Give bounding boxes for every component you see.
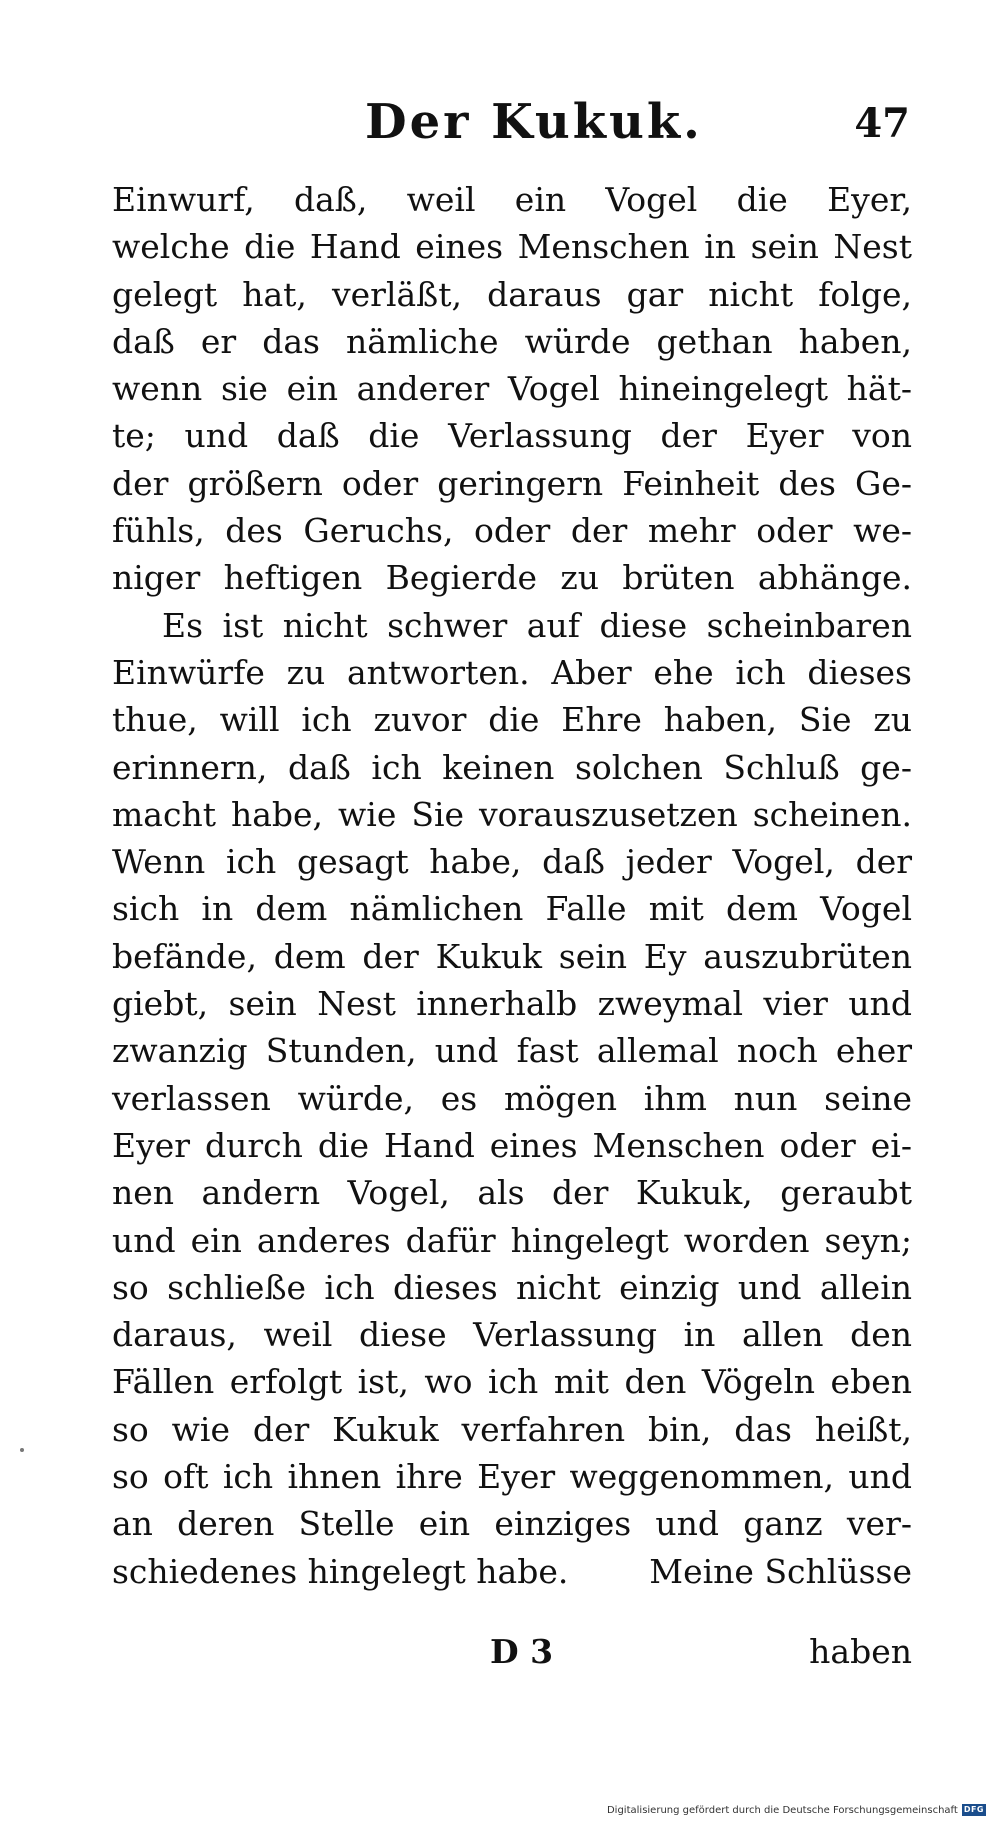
text-line: wenn sie ein anderer Vogel hineingelegt hät-: [112, 369, 912, 409]
text-line: niger heftigen Begierde zu brüten abhänge.: [112, 558, 912, 598]
text-line: der größern oder geringern Feinheit des Ge-: [112, 463, 912, 503]
final-text-line: [112, 1548, 912, 1595]
final-line-start: schiedenes hingelegt habe.: [112, 1551, 569, 1591]
text-line: zwanzig Stunden, und fast allemal noch eher: [112, 1031, 912, 1071]
signature-mark: D 3: [490, 1632, 554, 1671]
text-line: nen andern Vogel, als der Kukuk, geraubt: [112, 1173, 912, 1213]
text-line: te; und daß die Verlassung der Eyer von: [112, 416, 912, 456]
text-line: und ein anderes dafür hingelegt worden seyn;: [112, 1220, 912, 1260]
text-line: verlassen würde, es mögen ihm nun seine: [112, 1078, 912, 1118]
dfg-logo-icon: DFG: [963, 1805, 984, 1814]
text-line: daß er das nämliche würde gethan haben,: [112, 321, 912, 361]
text-line: giebt, sein Nest innerhalb zweymal vier und: [112, 984, 912, 1024]
credit-text: Digitalisierung gefördert durch die Deutsche Forschungsgemeinschaft: [606, 1804, 958, 1816]
scan-speck: [20, 1448, 24, 1452]
paragraph-start-line: Es ist nicht schwer auf diese scheinbaren: [162, 605, 912, 645]
text-line: so oft ich ihnen ihre Eyer weggenommen, und: [112, 1457, 912, 1497]
running-head: [110, 92, 910, 152]
catchword: haben: [809, 1632, 912, 1671]
text-line: welche die Hand eines Menschen in sein Nest: [112, 227, 912, 267]
text-line: erinnern, daß ich keinen solchen Schluß ge-: [112, 747, 912, 787]
text-line: macht habe, wie Sie vorauszusetzen scheinen.: [112, 794, 912, 834]
page-footer: [112, 1627, 912, 1677]
text-line: befände, dem der Kukuk sein Ey auszubrüten: [112, 936, 912, 976]
text-line: fühls, des Geruchs, oder der mehr oder we-: [112, 511, 912, 551]
text-line: Fällen erfolgt ist, wo ich mit den Vögeln eben: [112, 1362, 912, 1402]
text-line: an deren Stelle ein einziges und ganz ver-: [112, 1504, 912, 1544]
text-line: thue, will ich zuvor die Ehre haben, Sie zu: [112, 700, 912, 740]
text-line: Einwurf, daß, weil ein Vogel die Eyer,: [112, 180, 912, 219]
text-line: Einwürfe zu antworten. Aber ehe ich dieses: [112, 652, 912, 692]
digitization-credit: [607, 1803, 986, 1817]
page-number: 47: [854, 100, 910, 147]
text-line: Wenn ich gesagt habe, daß jeder Vogel, der: [112, 842, 912, 882]
text-line: so wie der Kukuk verfahren bin, das heißt,: [112, 1409, 912, 1449]
text-line: daraus, weil diese Verlassung in allen den: [112, 1315, 912, 1355]
text-line: gelegt hat, verläßt, daraus gar nicht folge,: [112, 274, 912, 314]
text-line: so schließe ich dieses nicht einzig und allein: [112, 1267, 912, 1307]
final-line-end: Meine Schlüsse: [649, 1551, 912, 1591]
text-line: sich in dem nämlichen Falle mit dem Vogel: [112, 889, 912, 929]
body-text: [112, 176, 912, 1595]
running-title: Der Kukuk.: [365, 94, 703, 150]
text-line: Eyer durch die Hand eines Menschen oder ei-: [112, 1125, 912, 1165]
